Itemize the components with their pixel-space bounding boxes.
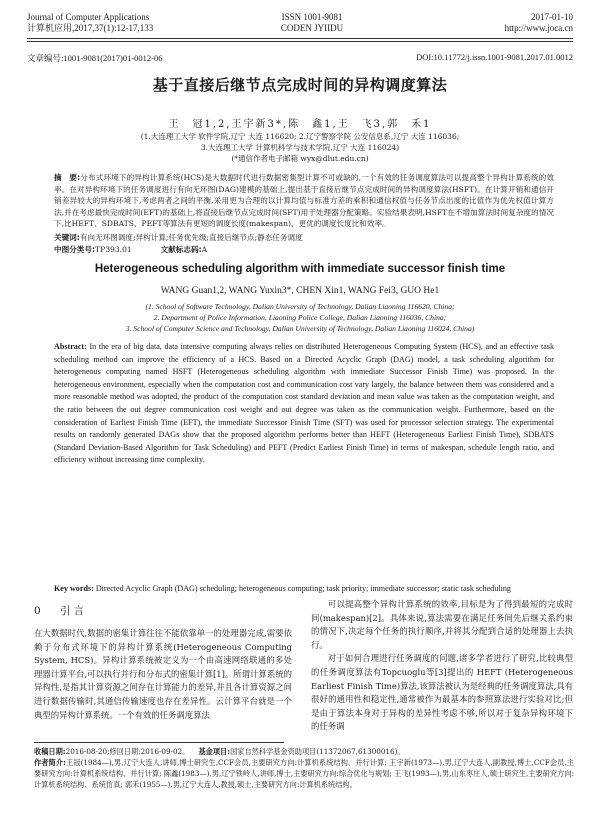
doc-code-value: A xyxy=(201,244,208,254)
keywords-cn-label: 关键词: xyxy=(54,233,80,242)
journal-name-en: Journal of Computer Applications xyxy=(27,12,150,22)
section-heading xyxy=(34,603,87,618)
affiliation-en-1: (1. School of Software Technology, Dalian University of Technology, Dalian Liaoning 116620, China; xyxy=(145,302,455,311)
clc-label: 中图分类号: xyxy=(54,244,96,254)
authors-cn: 王 冠1,2,王宇新3*,陈 鑫1,王 飞3,郭 禾1 xyxy=(168,119,432,130)
abstract-en xyxy=(54,341,554,467)
keywords-en-label: Key words: xyxy=(54,584,94,593)
journal-header-left xyxy=(27,12,227,34)
abstract-cn xyxy=(54,172,554,230)
keywords-cn xyxy=(54,232,554,255)
body-right-paragraph-2: 对于如何合理进行任务调度的问题,诸多学者进行了研究,比较典型的任务调度算法有Topcuoglu等[3]提出的 HEFT (Heterogeneous Earliest Finish Time)算法,该算法被认为是经典的任务调度算法,具有很好的通用性和稳定性,通常被作为最基本的参照算法进行实验对比;但是由于算法本身对于异构的差异性考虑不够,所以对于复杂异构环境下的任务调 xyxy=(311,653,573,732)
title-en: Heterogeneous scheduling algorithm with immediate successor finish time xyxy=(94,263,506,275)
issn: ISSN 1001-9081 xyxy=(281,12,343,22)
journal-header-right xyxy=(413,12,573,34)
footnote-rule xyxy=(34,742,284,743)
bio-text: 王冠(1984—),男,辽宁大连人,讲师,博士研究生,CCF会员,主要研究方向:计算机系统结构、并行计算; 王宇新(1973—),男,辽宁大连人,副教授,博士,CCF会员,主要研究方向:计算机系统结构、并行计算; 陈鑫(1983—),男,辽宁铁岭人,讲师,博士,主要研究方向:综合优化与规划; 王飞(1993—),男,山东枣庄人,硕士研究生,主要研究方向:计算机系统结构、系统仿真; 郭禾(1955—),男,辽宁大连人,教授,硕士,主要研究方向:计算机系统结构。 xyxy=(34,758,574,789)
keywords-cn-text: 有向无环图调度;异构计算;任务优先级;直接后继节点;静态任务调度 xyxy=(79,233,303,242)
abstract-cn-text: 分布式环境下的异构计算系统(HCS)是大数据时代进行数据密集型计算不可或缺的,一个有效的任务调度算法可以提高整个异构计算系统的效率。在对异构环境下的任务调度进行有向无环图(DAG)建模的基础上,提出基于直接后继节点完成时间的异构调度算法(HSFT)。在计算开销和通信开销差异较大的异构环境下,考虑两者之间的平衡,采用更为合理的以计算均值与标准方差的乘积和通信权值与任务节点出度的比值作为优先权值计算方法,并在考虑最快完成时间(EFT)的基础上,将直接后继节点完成时间(SFT)用于处理器分配策略。实验结果表明,HSFT在不增加算法时间复杂度的情况下,比HEFT、SDBATS、PEFT等算法有更短的调度长度(makespan)、更优的调度长度比和效率。 xyxy=(54,173,554,229)
authors-en: WANG Guan1,2, WANG Yuxin3*, CHEN Xin1, WANG Fei3, GUO He1 xyxy=(160,286,440,296)
affiliation-cn-3: (*通信作者电子邮箱 wyx@dlut.edu.cn) xyxy=(231,154,369,163)
journal-header-center xyxy=(262,12,362,34)
affiliation-cn-2: 3.大连理工大学 计算机科学与技术学院,辽宁 大连 116024) xyxy=(200,143,400,152)
body-right-paragraph-1: 可以提高整个异构计算系统的效率,目标是为了得到最短的完成时间(makespan)[2]。具体来说,算法需要在满足任务间先后继关系约束的情况下,决定每个任务的执行顺序,并将其分配到合适的处理器上去执行。 xyxy=(311,599,573,650)
footnote-bio xyxy=(34,757,574,790)
received-label: 收稿日期: xyxy=(34,747,66,756)
journal-citation-cn: 计算机应用,2017,37(1):12-17,133 xyxy=(27,23,154,33)
clc-value: TP393.01 xyxy=(95,244,132,254)
classification-cn xyxy=(54,244,554,256)
keywords-en-text: Directed Acyclic Graph (DAG) scheduling; heterogeneous computing; task priority; immediate successor; static task scheduling xyxy=(95,584,511,593)
article-number: 文章编号:1001-9081(2017)01-0012-06 xyxy=(27,53,163,63)
article-meta xyxy=(27,52,573,64)
footnote xyxy=(34,746,574,790)
journal-url[interactable]: http://www.joca.cn xyxy=(504,23,573,33)
section-title: 引言 xyxy=(60,605,88,617)
bio-label: 作者简介: xyxy=(34,758,66,767)
header-rule-thin xyxy=(27,41,573,42)
doc-code-label: 文献标志码: xyxy=(160,244,202,254)
affiliation-en-2: 2. Department of Police Information, Liaoning Police College, Dalian Liaoning 116036, China; xyxy=(153,313,447,322)
issue-date: 2017-01-10 xyxy=(531,12,573,22)
footnote-dates xyxy=(34,746,574,757)
abstract-en-text: In the era of big data, data intensive computing always relies on distributed Heterogeneous Computing System (HCS), and an effective task scheduling method can improve the efficiency of a HCS. Based on a Directed Acyclic Graph (DAG) model, a task scheduling algorithm for heterogeneous computing named HSFT (Heterogeneous scheduling algorithm with immediate Successor Finish Time) was proposed. In the heterogeneous environment, especially when the computation cost and communication cost vary largely, the balance between them was considered and a more reasonable method was adopted, the product of the computation cost standard deviation and mean value was taken as the computation weight, and the ratio between the out degree communication cost weight and out degree was taken as the communication weight. Furthermore, based on the consideration of Earliest Finish Time (EFT), the immediate Successor Finish Time (SFT) was used for processor selection strategy. The experimental results on randomly generated DAGs show that the proposed algorithm performs better than HEFT (Heterogeneous Earliest Finish Time), SDBATS (Standard Deviation-Based Algorithm for Task Scheduling) and PEFT (Predict Earliest Finish Time) in terms of makespan, schedule length ratio, and efficiency without increasing time complexity. xyxy=(54,342,554,465)
keywords-en xyxy=(54,583,554,596)
coden: CODEN JYIIDU xyxy=(280,23,344,33)
fund-label: 基金项目: xyxy=(198,747,231,756)
abstract-cn-label: 摘 要: xyxy=(54,173,81,182)
title-cn: 基于直接后继节点完成时间的异构调度算法 xyxy=(152,76,448,94)
affiliation-en-3: 3. School of Computer Science and Technology, Dalian University of Technology, Dalian Liaoning 116024, China) xyxy=(125,324,475,333)
abstract-en-label: Abstract: xyxy=(54,342,87,351)
header-rule xyxy=(27,38,573,39)
body-left-column: 在大数据时代,数据的密集计算往往不能依靠单一的处理器完成,需要依赖于分布式环境下的异构计算系统(Heterogeneous Computing System, HCS)。异构计算系统被定义为一个由高速网络联通的多处理器计算平台,可以执行并行和分布式的密集计算[1]。所谓计算系统的异构性,是指其计算资源之间存在计算能力的差异,并且各计算资源之间进行数据传输时,其通信传输速度也存在差异性。云计算平台就是一个典型的异构计算系统。一个有效的任务调度算法 xyxy=(34,628,292,720)
affiliation-cn-1: (1.大连理工大学 软件学院,辽宁 大连 116620; 2.辽宁警察学院 公安信息系,辽宁 大连 116036; xyxy=(140,132,460,141)
doi[interactable]: DOI:10.11772/j.issn.1001-9081.2017.01.0012 xyxy=(416,52,573,62)
fund-text: 国家自然科学基金资助项目(11372067,61300016)。 xyxy=(230,747,405,756)
received-date: 2016-08-20;修回日期:2016-09-02。 xyxy=(65,747,190,756)
body-right-column xyxy=(311,598,573,734)
section-number: 0 xyxy=(34,605,44,617)
